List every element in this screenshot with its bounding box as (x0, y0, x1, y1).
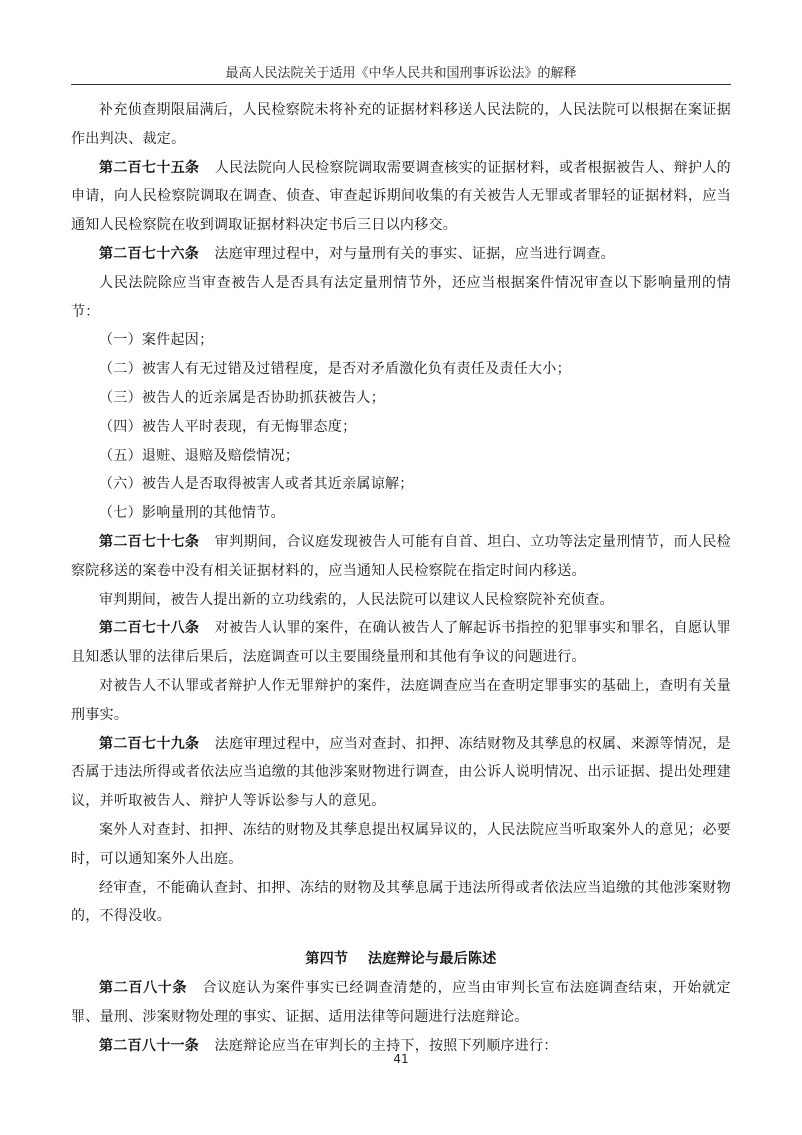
paragraph-group (71, 974, 731, 1060)
paragraph (71, 96, 731, 154)
page-number: 41 (393, 1052, 409, 1066)
paragraph-text: 经审查，不能确认查封、扣押、冻结的财物及其孳息属于违法所得或者依法应当追缴的其他涉案财物的，不得没收。 (71, 879, 731, 925)
paragraph-text: 审判期间，合议庭发现被告人可能有自首、坦白、立功等法定量刑情节，而人民检察院移送的案卷中没有相关证据材料的，应当通知人民检察院在指定时间内移送。 (71, 533, 731, 579)
paragraph (71, 413, 731, 442)
section-heading (71, 945, 731, 974)
article-paragraph (71, 154, 731, 240)
paragraph-text: 对被告人不认罪或者辩护人作无罪辩护的案件，法庭调查应当在查明定罪事实的基础上，查明有关量刑事实。 (71, 677, 731, 723)
document-body (71, 96, 731, 1060)
article-number: 第二百七十九条 (99, 735, 200, 752)
article-number: 第二百七十八条 (99, 620, 200, 637)
paragraph-text: （六）被告人是否取得被害人或者其近亲属谅解； (99, 476, 414, 493)
article-paragraph (71, 730, 731, 816)
article-paragraph (71, 974, 731, 1032)
paragraph (71, 326, 731, 355)
article-number: 第二百七十六条 (99, 245, 200, 262)
paragraph (71, 470, 731, 499)
article-paragraph (71, 528, 731, 586)
paragraph-text: 合议庭认为案件事实已经调查清楚的，应当由审判长宣布法庭调查结束，开始就定罪、量刑、涉案财物处理的事实、证据、适用法律等问题进行法庭辩论。 (71, 979, 731, 1025)
paragraph-text: 法庭审理过程中，对与量刑有关的事实、证据，应当进行调查。 (214, 245, 615, 262)
paragraph-text: 案外人对查封、扣押、冻结的财物及其孳息提出权属异议的，人民法院应当听取案外人的意见；必要时，可以通知案外人出庭。 (71, 821, 731, 867)
article-number: 第二百七十五条 (99, 159, 200, 176)
paragraph-text: 法庭审理过程中，应当对查封、扣押、冻结财物及其孳息的权属、来源等情况，是否属于违法所得或者依法应当追缴的其他涉案财物进行调查，由公诉人说明情况、出示证据、提出处理建议，并听取被告人、辩护人等诉讼参与人的意见。 (71, 735, 731, 810)
paragraph-text: 人民法院除应当审查被告人是否具有法定量刑情节外，还应当根据案件情况审查以下影响量刑的情节： (71, 274, 731, 320)
paragraph-text: （一）案件起因； (99, 332, 214, 349)
article-paragraph (71, 614, 731, 672)
running-header: 最高人民法院关于适用《中华人民共和国刑事诉讼法》的解释 (225, 66, 577, 81)
article-paragraph (71, 240, 731, 269)
paragraph (71, 816, 731, 874)
paragraph (71, 672, 731, 730)
paragraph-text: （二）被害人有无过错及过错程度，是否对矛盾激化负有责任及责任大小； (99, 361, 571, 378)
paragraph (71, 874, 731, 932)
paragraph-text: （四）被告人平时表现，有无悔罪态度； (99, 418, 357, 435)
article-number: 第二百七十七条 (99, 533, 200, 550)
paragraph-text: （三）被告人的近亲属是否协助抓获被告人； (99, 389, 385, 406)
section-title: 法庭辩论与最后陈述 (367, 951, 497, 968)
paragraph-text: 法庭辩论应当在审判长的主持下，按照下列顺序进行： (214, 1037, 558, 1054)
paragraph-text: （五）退赃、退赔及赔偿情况； (99, 447, 300, 464)
paragraph-text: （七）影响量刑的其他情节。 (99, 505, 285, 522)
section-number: 第四节 (305, 951, 349, 968)
paragraph (71, 355, 731, 384)
paragraph (71, 269, 731, 327)
paragraph (71, 384, 731, 413)
article-number: 第二百八十条 (99, 979, 188, 996)
paragraph (71, 442, 731, 471)
paragraph-text: 补充侦查期限届满后，人民检察院未将补充的证据材料移送人民法院的，人民法院可以根据在案证据作出判决、裁定。 (71, 102, 731, 147)
paragraph-group (71, 96, 731, 931)
header-divider (71, 84, 731, 85)
paragraph (71, 586, 731, 615)
paragraph (71, 499, 731, 528)
paragraph-text: 人民法院向人民检察院调取需要调查核实的证据材料，或者根据被告人、辩护人的申请，向人民检察院调取在调查、侦查、审查起诉期间收集的有关被告人无罪或者罪轻的证据材料，应当通知人民检察院在收到调取证据材料决定书后三日以内移交。 (71, 159, 731, 234)
paragraph-text: 对被告人认罪的案件，在确认被告人了解起诉书指控的犯罪事实和罪名，自愿认罪且知悉认罪的法律后果后，法庭调查可以主要围绕量刑和其他有争议的问题进行。 (71, 620, 731, 666)
article-number: 第二百八十一条 (99, 1037, 200, 1054)
paragraph-text: 审判期间，被告人提出新的立功线索的，人民法院可以建议人民检察院补充侦查。 (99, 591, 614, 608)
